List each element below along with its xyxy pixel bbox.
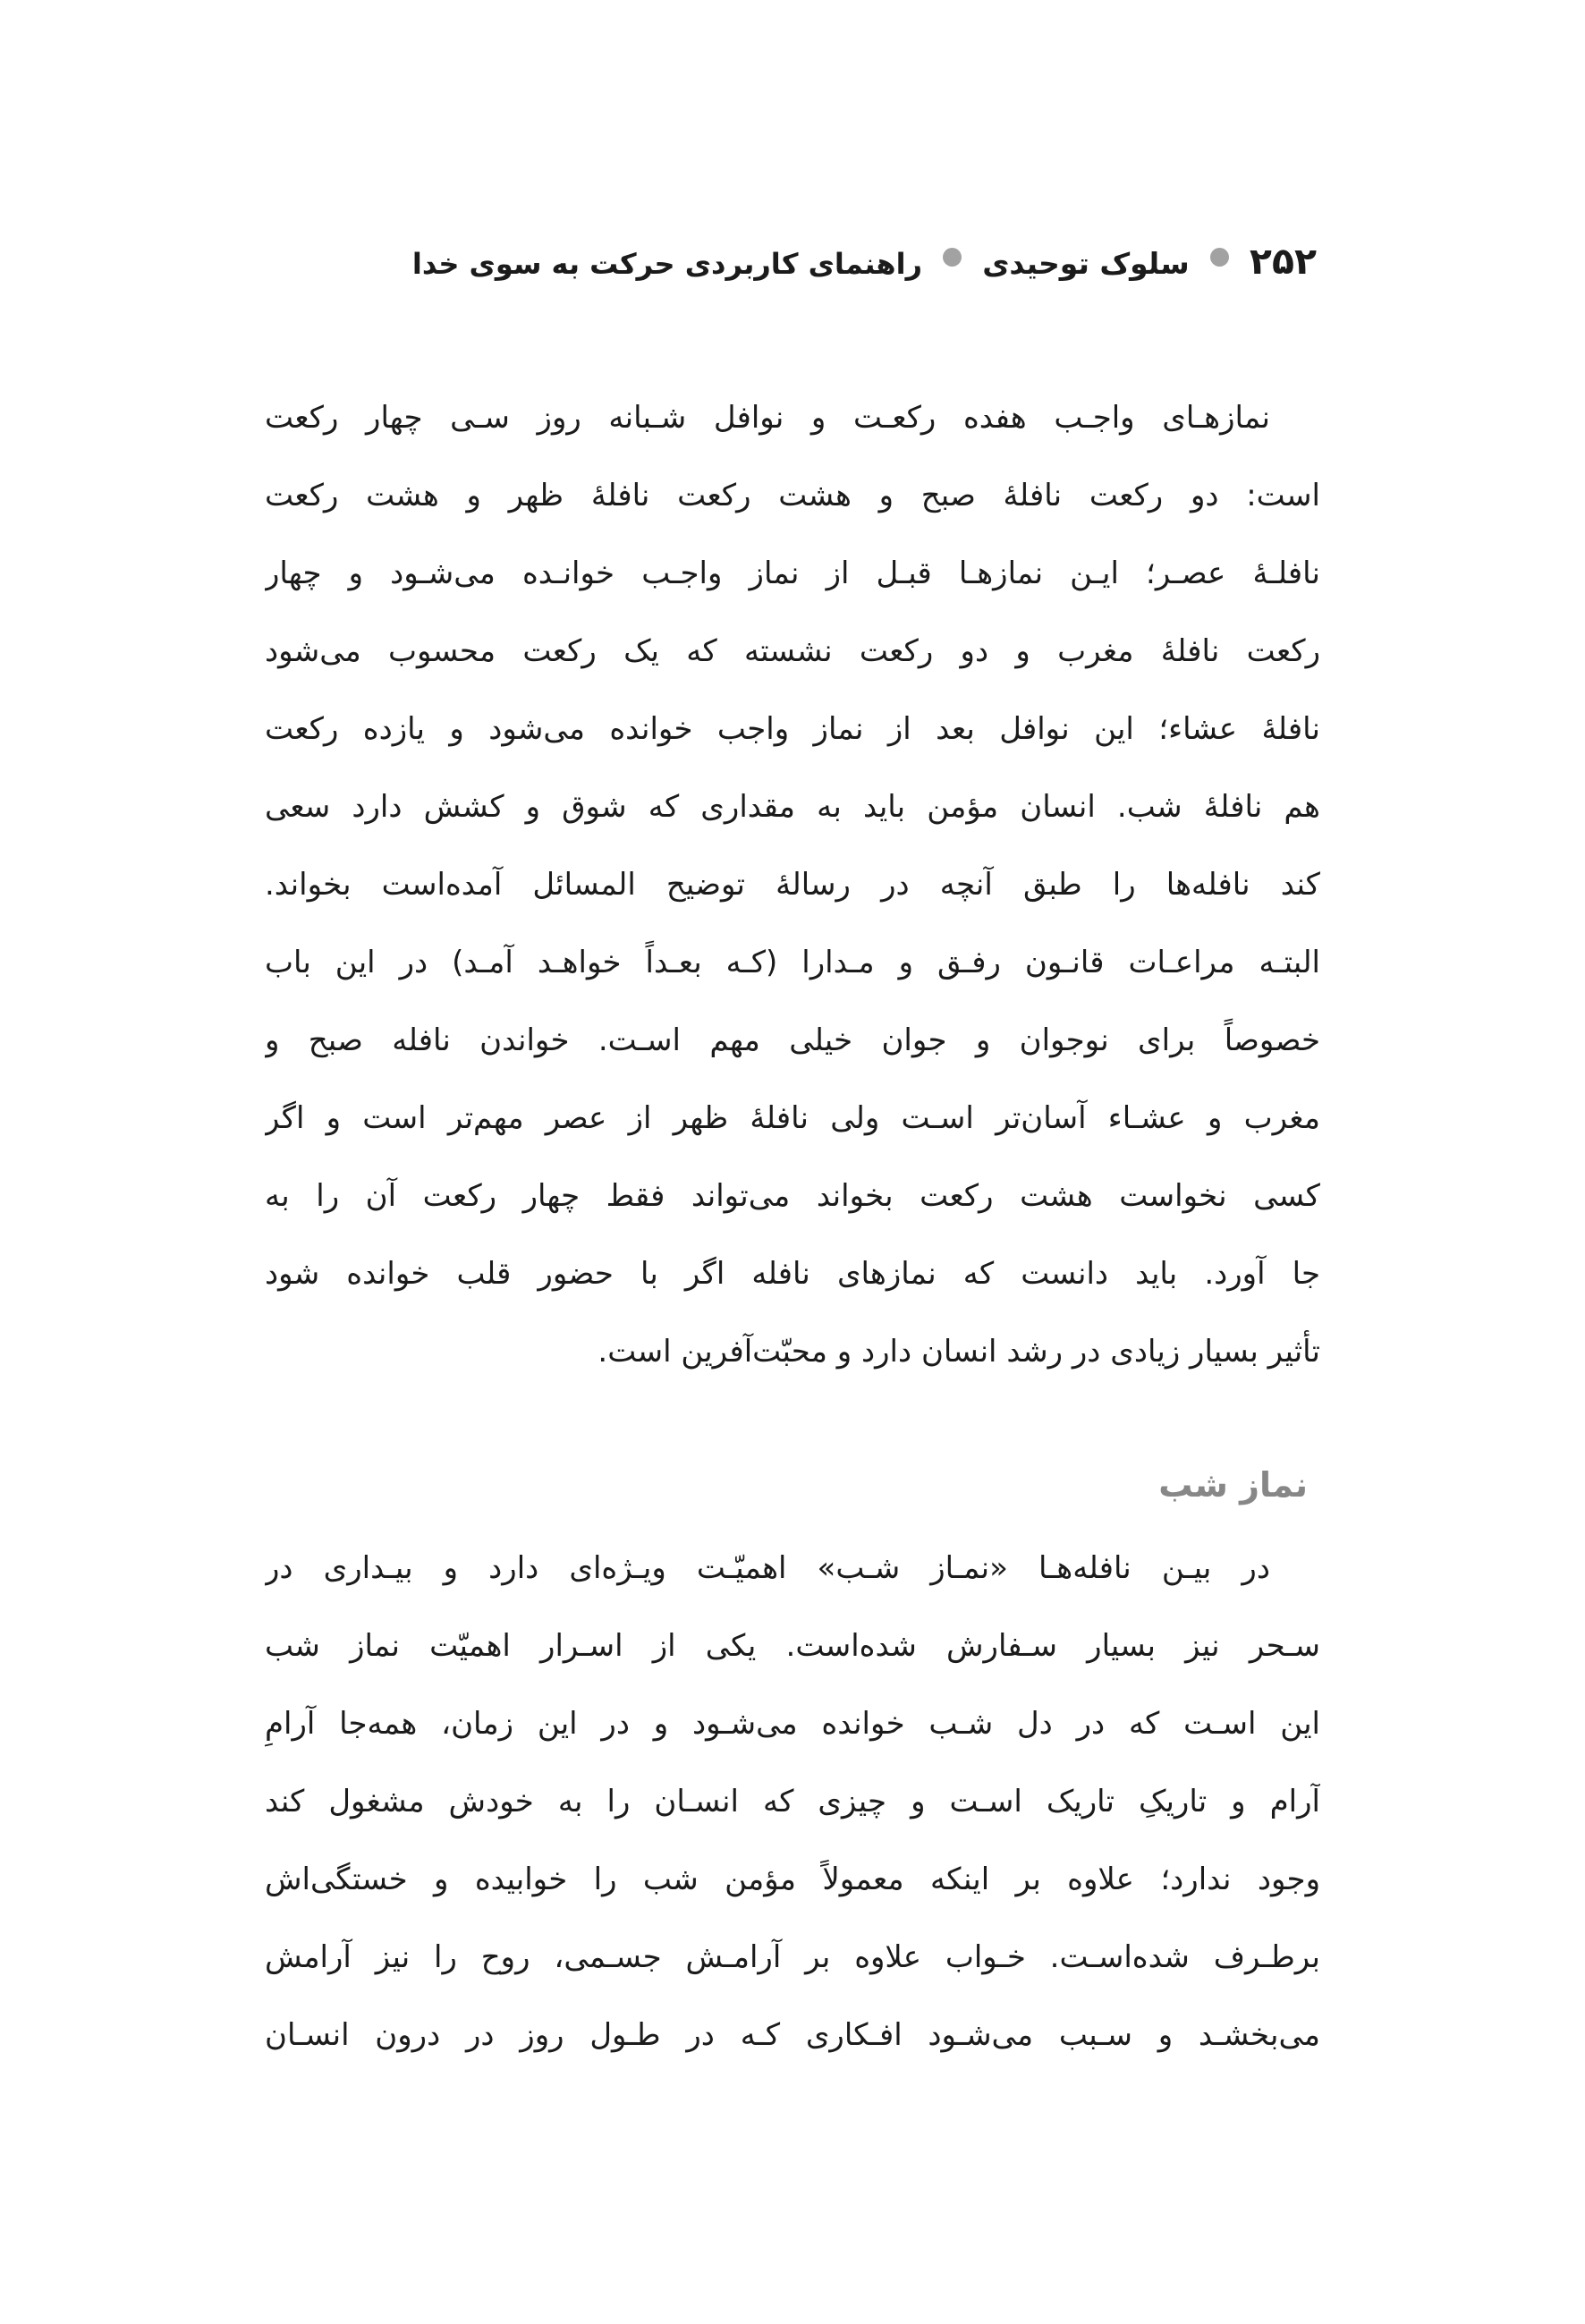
paragraph-daily-nafila-rules xyxy=(265,379,1320,1391)
text-line: سـحر نیز بسیار سـفارش شده‌است. یکی از اسـرار اهمیّت نماز شب xyxy=(265,1628,1320,1664)
text-line: رکعت نافلهٔ مغرب و دو رکعت نشسته که یک رکعت محسوب می‌شود xyxy=(265,633,1320,669)
paragraph-night-prayer-importance xyxy=(265,1530,1320,2074)
text-line: نمازهـای واجـب هفده رکعـت و نوافل شـبانه روز سـی چهار رکعت xyxy=(265,400,1270,436)
text-line: هم نافلهٔ شب. انسان مؤمن باید به مقداری که شوق و کشش دارد سعی xyxy=(265,789,1320,825)
text-line: برطـرف شده‌اسـت. خـواب علاوه بر آرامـش جسـمی، روح را نیز آرامش xyxy=(265,1939,1320,1975)
section-heading-night-prayer: نماز شب xyxy=(1158,1465,1308,1505)
text-line: در بیـن نافله‌هـا «نمـاز شـب» اهمیّـت ویـژه‌ای دارد و بیـداری در xyxy=(265,1550,1270,1586)
separator-dot-icon xyxy=(943,248,962,267)
separator-dot-icon xyxy=(1210,248,1229,267)
book-title: سلوک توحیدی xyxy=(982,246,1190,281)
text-line: می‌بخشـد و سـبب می‌شـود افـکاری کـه در طـول روز در درون انسـان xyxy=(265,2017,1320,2053)
text-line: خصوصاً برای نوجوان و جوان خیلی مهم اسـت. خواندن نافله صبح و xyxy=(265,1022,1320,1058)
text-line: این اسـت که در دل شـب خوانده می‌شـود و در این زمان، همه‌جا آرامِ xyxy=(265,1706,1320,1742)
page-number: ۲۵۲ xyxy=(1249,240,1317,283)
text-line: کسی نخواست هشت رکعت بخواند می‌تواند فقط چهار رکعت آن را به xyxy=(265,1178,1320,1214)
text-line: نافلهٔ عشاء؛ این نوافل بعد از نماز واجب خوانده می‌شود و یازده رکعت xyxy=(265,711,1320,747)
text-line: نافلـهٔ عصـر؛ ایـن نمازهـا قبـل از نماز واجـب خوانـده می‌شـود و چهار xyxy=(265,556,1320,591)
text-line: جا آورد. باید دانست که نمازهای نافله اگر با حضور قلب خوانده شود xyxy=(265,1256,1320,1292)
running-header xyxy=(265,229,1317,293)
text-line: آرام و تاریکِ تاریک اسـت و چیزی که انسـان را به خودش مشغول کند xyxy=(265,1784,1320,1819)
text-line: کند نافله‌ها را طبق آنچه در رسالهٔ توضیح المسائل آمده‌است بخواند. xyxy=(265,867,1320,903)
text-line: وجود ندارد؛ علاوه بر اینکه معمولاً مؤمن شب را خوابیده و خستگی‌اش xyxy=(265,1862,1320,1897)
text-line: تأثیر بسیار زیادی در رشد انسان دارد و محبّت‌آفرین است. xyxy=(598,1334,1320,1370)
text-line: است: دو رکعت نافلهٔ صبح و هشت رکعت نافلهٔ ظهر و هشت رکعت xyxy=(265,478,1320,513)
text-line: البتـه مراعـات قانـون رفـق و مـدارا (کـه بعـداً خواهـد آمـد) در این باب xyxy=(265,945,1320,980)
text-line: مغرب و عشـاء آسان‌تر اسـت ولی نافلهٔ ظهر از عصر مهم‌تر است و اگر xyxy=(265,1100,1320,1136)
book-subtitle: راهنمای کاربردی حرکت به سوی خدا xyxy=(411,247,922,281)
